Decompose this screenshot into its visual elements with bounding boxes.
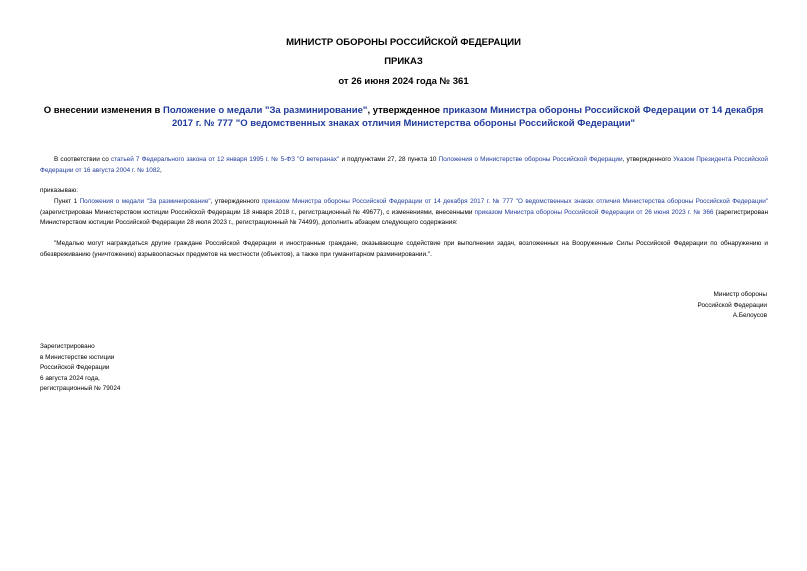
signature-position: Министр обороны xyxy=(713,291,767,298)
registration-line-3: Российской Федерации xyxy=(40,364,110,371)
signature-country: Российской Федерации xyxy=(697,301,767,309)
registration-block xyxy=(40,342,240,395)
preamble-text-1: В соответствии со xyxy=(54,156,111,163)
preamble-paragraph xyxy=(40,155,768,176)
item1-link-order-777[interactable]: приказом Министра обороны Российской Федерации от 14 декабря 2017 г. № 777 "О ведомственных знаках отличия Министерства обороны Российской Федерации" xyxy=(261,198,769,205)
title-text-2: , утвержденное xyxy=(367,105,443,116)
item-1-paragraph xyxy=(40,197,768,229)
document-type: ПРИКАЗ xyxy=(384,56,423,67)
item1-text-2: , утвержденного xyxy=(210,198,262,205)
document-title xyxy=(40,104,767,130)
signature-block xyxy=(567,290,767,322)
title-link-order-777[interactable]: приказом Министра обороны Российской Федерации от 14 декабря 2017 г. № 777 "О ведомственных знаках отличия Министерства обороны Российской Федерации" xyxy=(171,105,764,129)
order-word: приказываю: xyxy=(40,187,78,194)
item1-text-4: (зарегистрирован Министерством юстиции Российской Федерации 28 июля 2023 г., регистрационный № 74499), дополнить абзацем следующего содержания: xyxy=(40,208,768,226)
item1-link-medal-regulation[interactable]: Положения о медали "За разминирование" xyxy=(79,198,211,205)
preamble-text-4: , xyxy=(159,166,162,174)
preamble-link-ministry-regulation[interactable]: Положения о Министерстве обороны Российской Федерации xyxy=(438,156,623,163)
issuing-authority: МИНИСТР ОБОРОНЫ РОССИЙСКОЙ ФЕДЕРАЦИИ xyxy=(286,37,521,48)
preamble-text-2: и подпунктами 27, 28 пункта 10 xyxy=(339,156,439,163)
item1-text-3: (зарегистрирован Министерством юстиции Российской Федерации 18 января 2018 г., регистрационный № 49677), с изменениями, внесенными xyxy=(40,208,475,216)
registration-line-1: Зарегистрировано xyxy=(40,343,95,350)
registration-line-2: в Министерстве юстиции xyxy=(40,353,115,361)
registration-number: регистрационный № 79024 xyxy=(40,385,121,392)
registration-date: 6 августа 2024 года, xyxy=(40,374,100,382)
preamble-link-law-veterans[interactable]: статьей 7 Федерального закона от 12 января 1995 г. № 5-ФЗ "О ветеранах" xyxy=(110,156,340,163)
item1-text-1: Пункт 1 xyxy=(54,198,80,205)
quoted-paragraph: "Медалью могут награждаться другие граждане Российской Федерации и иностранные граждане, оказывающие содействие при выполнении задач, возложенных на Вооруженные Силы Российской Федерации по обнаружению и обезвреживанию (уничтожению) взрывоопасных предметов на местности (объектов), а также при гуманитарном разминировании.". xyxy=(40,240,768,258)
preamble-text-3: , утвержденного xyxy=(622,156,674,163)
title-link-medal-regulation[interactable]: Положение о медали "За разминирование" xyxy=(162,105,368,116)
item1-link-order-366[interactable]: приказом Министра обороны Российской Федерации от 26 июня 2023 г. № 366 xyxy=(474,208,714,216)
signature-name: А.Белоусов xyxy=(732,312,767,319)
preamble-link-presidential-decree[interactable]: Указом Президента Российской Федерации от 16 августа 2004 г. № 1082 xyxy=(40,156,768,174)
document-date-number: от 26 июня 2024 года № 361 xyxy=(338,76,469,87)
title-text-1: О внесении изменения в xyxy=(43,105,163,116)
